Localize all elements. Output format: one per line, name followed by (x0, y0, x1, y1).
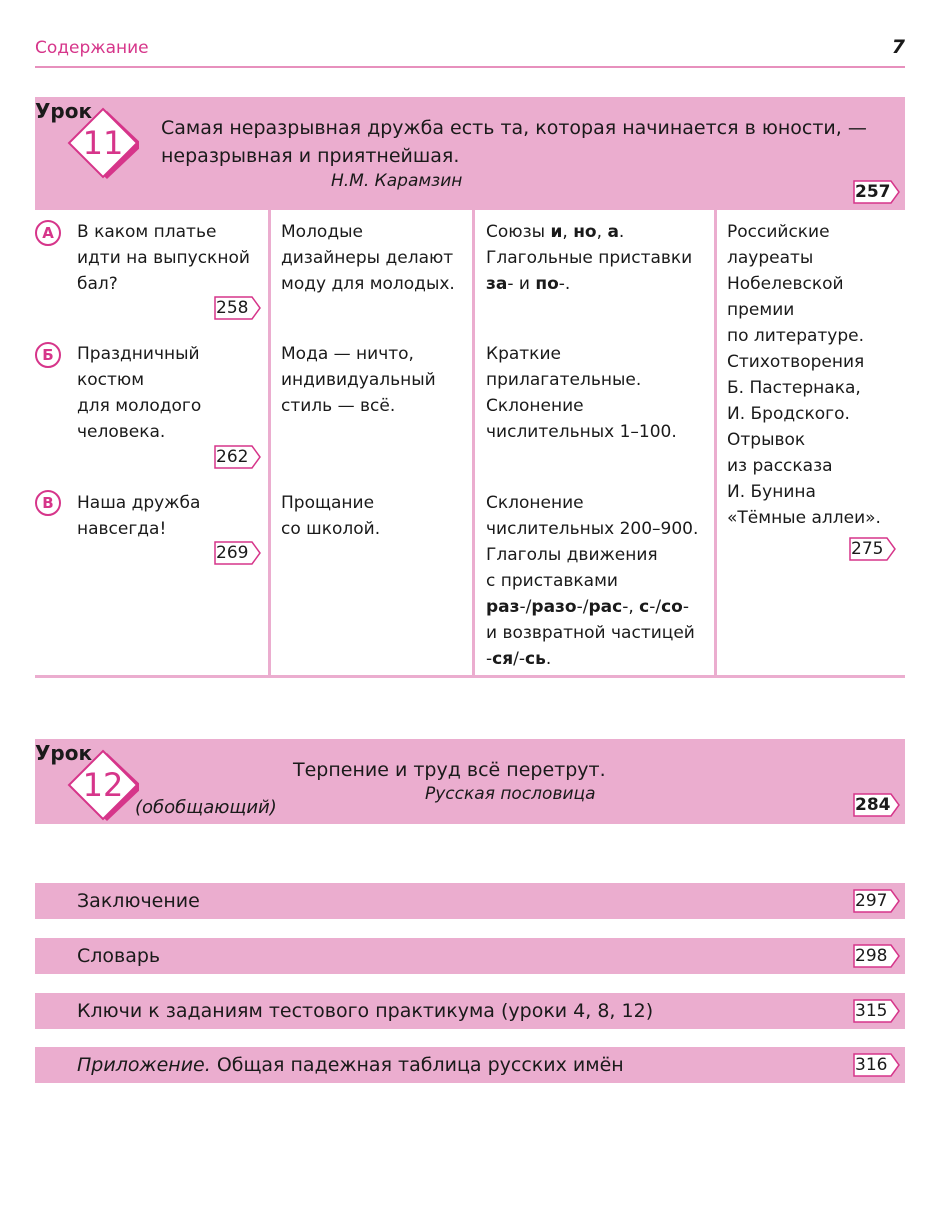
lesson-word: Урок (35, 741, 93, 765)
page-ref-tag[interactable] (853, 1053, 901, 1077)
page-ref-tag[interactable] (853, 180, 901, 204)
literature-line: премии (727, 300, 795, 320)
lesson-number-badge (67, 749, 139, 821)
page-ref: 284 (855, 795, 891, 815)
grammar-line: прилагательные. (486, 370, 642, 390)
page-ref: 275 (851, 539, 884, 559)
grammar-line: Склонение (486, 493, 584, 513)
lesson-word: Урок (35, 99, 93, 123)
grammar-line: Краткие (486, 344, 561, 364)
toc-label: Словарь (77, 945, 161, 967)
grammar-line: -ся/-сь. (486, 649, 552, 669)
grammar-line: с приставками (486, 571, 618, 591)
column-divider (714, 210, 717, 676)
page-ref-tag[interactable] (214, 541, 262, 565)
grammar-cell-b (486, 341, 712, 445)
page-ref: 262 (216, 447, 249, 467)
literature-line: Нобелевской (727, 274, 844, 294)
page-number: 7 (891, 36, 905, 58)
row-letter-a: А (35, 220, 61, 246)
toc-row-conclusion[interactable] (35, 883, 905, 919)
page-ref-tag[interactable] (853, 793, 901, 817)
grammar-cell-v (486, 490, 712, 672)
toc-label: Заключение (77, 890, 200, 912)
literature-line: И. Бродского. (727, 404, 850, 424)
epigraph-line-2: неразрывная и приятнейшая. (161, 145, 460, 167)
page-ref: 315 (855, 1001, 888, 1021)
topic-cell-a: В каком платье идти на выпускной бал? (77, 222, 250, 294)
lesson-subtitle: (обобщающий) (135, 797, 277, 818)
literature-line: лауреаты (727, 248, 814, 268)
literature-line: Российские (727, 222, 830, 242)
row-letter-v: В (35, 490, 61, 516)
theme-cell-a: Молодые дизайнеры делают моду для молодых. (281, 222, 455, 294)
page-ref-tag[interactable] (214, 296, 262, 320)
column-divider (472, 210, 475, 676)
grammar-line: и возвратной частицей (486, 623, 695, 643)
section-title: Содержание (35, 38, 149, 58)
page-ref: 297 (855, 891, 888, 911)
literature-line: Б. Пастернака, (727, 378, 861, 398)
grammar-cell-a (486, 219, 712, 297)
toc-label: Ключи к заданиям тестового практикума (уроки 4, 8, 12) (77, 1000, 654, 1022)
epigraph-author: Русская пословица (425, 784, 596, 804)
page-ref-tag[interactable] (853, 889, 901, 913)
column-divider (268, 210, 271, 676)
page-ref: 316 (855, 1055, 888, 1075)
toc-row-keys[interactable] (35, 993, 905, 1029)
page-ref-tag[interactable] (849, 537, 897, 561)
literature-line: И. Бунина (727, 482, 816, 502)
table-bottom-rule (35, 675, 905, 678)
theme-cell-b: Мода — ничто, индивидуальный стиль — всё. (281, 344, 436, 416)
page-ref: 258 (216, 298, 249, 318)
grammar-line: за- и по-. (486, 274, 571, 294)
epigraph-line-1: Самая неразрывная дружба есть та, которая начинается в юности, — (161, 117, 867, 139)
lesson-number: 11 (82, 124, 124, 162)
literature-line: Отрывок (727, 430, 806, 450)
lesson-12-header (35, 739, 905, 824)
toc-label (77, 1047, 624, 1083)
lesson-number: 12 (82, 766, 124, 804)
grammar-line: Глагольные приставки (486, 248, 693, 268)
page-ref-tag[interactable] (853, 944, 901, 968)
literature-line: «Тёмные аллеи». (727, 508, 881, 528)
epigraph: Терпение и труд всё перетрут. (293, 759, 606, 781)
page-ref: 298 (855, 946, 888, 966)
theme-cell-v: Прощание со школой. (281, 493, 381, 539)
topic-cell-v: Наша дружба навсегда! (77, 493, 201, 539)
grammar-line: числительных 1–100. (486, 422, 677, 442)
epigraph-author: Н.М. Карамзин (331, 171, 463, 191)
grammar-line: Склонение (486, 396, 584, 416)
page-ref-tag[interactable] (853, 999, 901, 1023)
toc-label-italic: Приложение. (77, 1054, 211, 1076)
lesson-11-header (35, 97, 905, 210)
literature-line: Стихотворения (727, 352, 865, 372)
literature-line: по литературе. (727, 326, 865, 346)
lesson-number-badge (67, 107, 139, 179)
grammar-line: Союзы и, но, а. (486, 222, 625, 242)
row-letter-b: Б (35, 342, 61, 368)
grammar-line: числительных 200–900. (486, 519, 699, 539)
page-ref: 269 (216, 543, 249, 563)
literature-line: из рассказа (727, 456, 833, 476)
page-ref-tag[interactable] (214, 445, 262, 469)
literature-cell (727, 219, 905, 531)
topic-cell-b: Праздничный костюм для молодого человека. (77, 344, 202, 442)
page-ref: 257 (855, 182, 891, 202)
toc-row-appendix[interactable] (35, 1047, 905, 1083)
toc-row-dictionary[interactable] (35, 938, 905, 974)
grammar-line: раз-/разо-/рас-, с-/со- (486, 597, 690, 617)
grammar-line: Глаголы движения (486, 545, 658, 565)
header-divider (35, 66, 905, 68)
toc-label-rest: Общая падежная таблица русских имён (210, 1054, 624, 1076)
